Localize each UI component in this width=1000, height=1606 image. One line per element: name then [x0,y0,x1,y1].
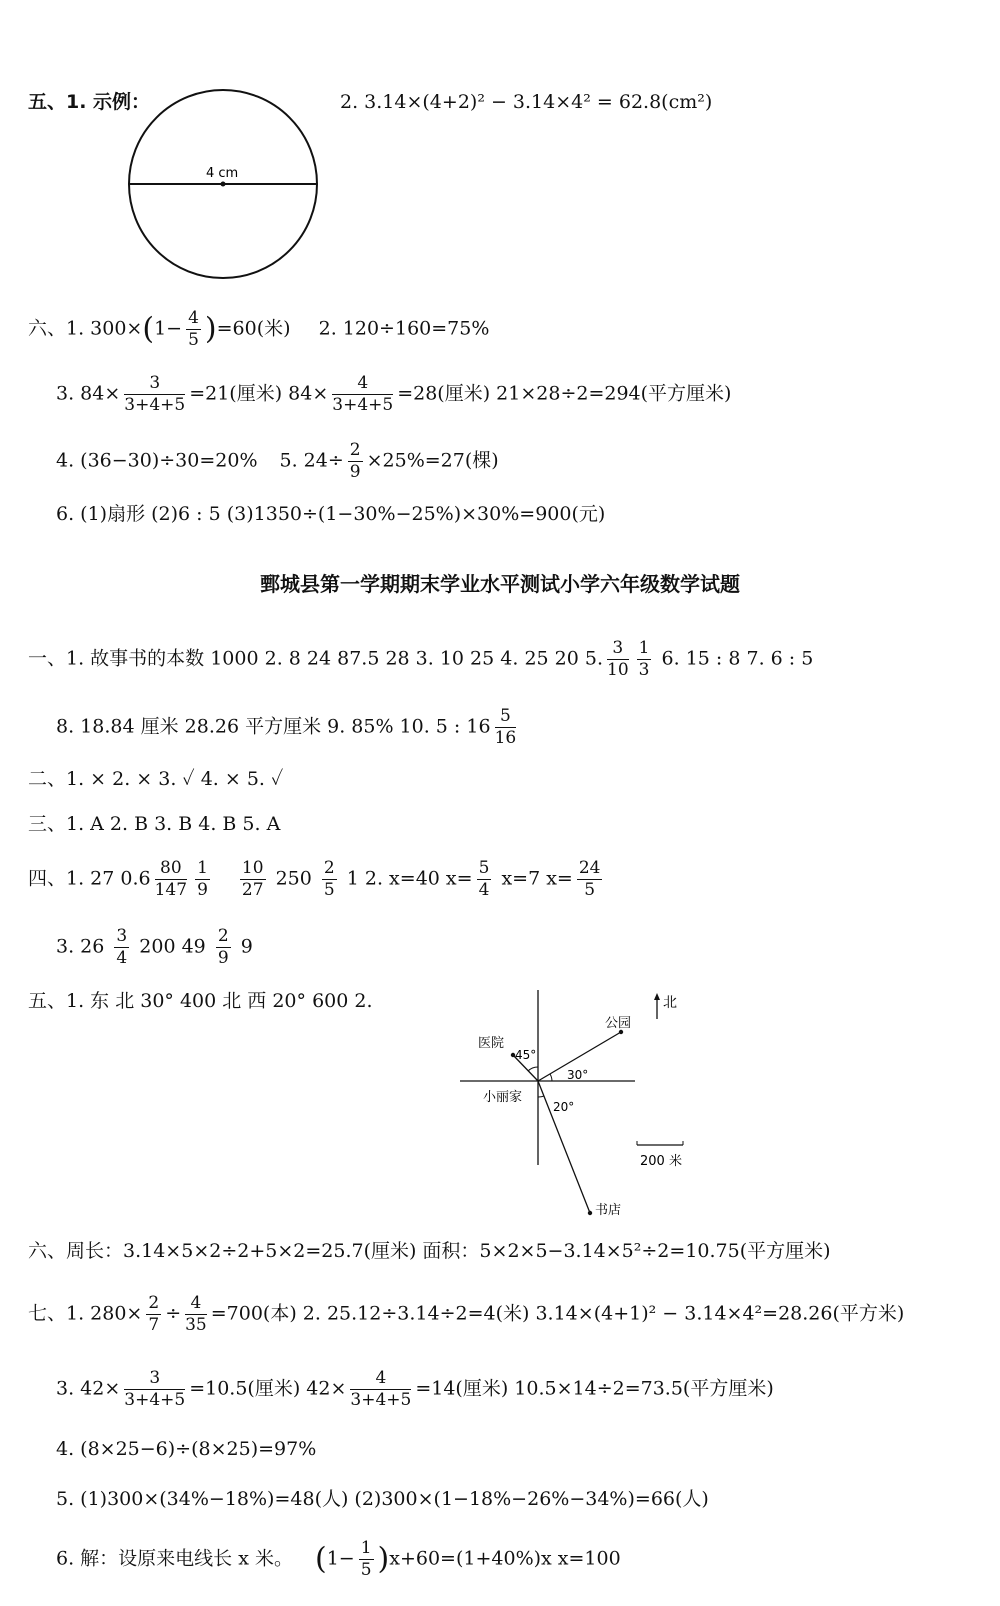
hospital-label: 医院 [478,1036,505,1051]
direction-map [455,985,705,1220]
s6-q4-q5: 4. (36−30)÷30=20% 5. 24÷ $\frac{2}{9}$ ×25%=27(棵) [56,440,499,482]
north-label: 北 [663,995,677,1011]
bookstore-label: 书店 [595,1203,622,1218]
s1-line2: 8. 18.84 厘米 28.26 平方厘米 9. 85% 10. 5 : 16 $\frac{5}{16}$ [56,706,517,748]
s6-q6: 6. (1)扇形 (2)6 : 5 (3)1350÷(1−30%−25%)×30%=900(元) [56,503,606,525]
s7-line1: 七、1. 280× $\frac{2}{7}$ ÷ $\frac{4}{35}$ =700(本) 2. 25.12÷3.14÷2=4(米) 3.14×(4+1)² − 3.14×4²=28.26(平方米) [28,1293,905,1335]
angle-30-label: 30° [567,1068,589,1082]
s5-q2: 2. 3.14×(4+2)² − 3.14×4² = 62.8(cm²) [340,91,713,113]
s5-q1-label: 五、1. 示例： [28,91,151,113]
s1-line1: 一、1. 故事书的本数 1000 2. 8 24 87.5 28 3. 10 25 4. 25 20 5. $\frac{3}{10}$ $\frac{1}{3}$ 6. 15 : 8 7. 6 : 5 [28,638,814,680]
s4-line1: 四、1. 27 0.6 $\frac{80}{147}$ $\frac{1}{9}$ $\frac{10}{27}$ 250 $\frac{2}{5}$ 1 2. x=40 x= $\frac{5}{4}$ x=7 x= $\frac{24}{5}$ [28,858,601,900]
s2-answers: 二、1. × 2. × 3. ✓ 4. × 5. ✓ [28,768,284,790]
angle-45-label: 45° [515,1048,537,1062]
s7-q4: 4. (8×25−6)÷(8×25)=97% [56,1438,317,1460]
s6-q1: 六、1. 300×(1− $\frac{4}{5}$ )=60(米) 2. 120÷160=75% [28,308,490,350]
s7-q3: 3. 42× $\frac{3}{3+4+5}$ =10.5(厘米) 42× $\frac{4}{3+4+5}$ =14(厘米) 10.5×14÷2=73.5(平方厘米) [56,1368,774,1410]
home-label: 小丽家 [483,1090,523,1105]
s5b-q1: 五、1. 东 北 30° 400 北 西 20° 600 2. [28,990,373,1012]
s6-q3: 3. 84× $\frac{3}{3+4+5}$ =21(厘米) 84× $\frac{4}{3+4+5}$ =28(厘米) 21×28÷2=294(平方厘米) [56,373,732,415]
s4-line2: 3. 26 $\frac{3}{4}$ 200 49 $\frac{2}{9}$ 9 [56,926,253,968]
s6b-answer: 六、周长：3.14×5×2÷2+5×2=25.7(厘米) 面积：5×2×5−3.14×5²÷2=10.75(平方厘米) [28,1240,831,1262]
circle-diagram [120,80,330,290]
park-label: 公园 [605,1016,632,1031]
s7-q6: 6. 解：设原来电线长 x 米。 (1− $\frac{1}{5}$ )x+60=(1+40%)x x=100 [56,1538,621,1580]
s7-q5: 5. (1)300×(34%−18%)=48(人) (2)300×(1−18%−26%−34%)=66(人) [56,1488,709,1510]
angle-20-label: 20° [553,1100,575,1114]
s3-answers: 三、1. A 2. B 3. B 4. B 5. A [28,813,281,835]
scale-label: 200 米 [640,1154,682,1169]
page-title: 鄄城县第一学期期末学业水平测试小学六年级数学试题 [260,572,740,596]
diameter-label: 4 cm [206,166,239,181]
